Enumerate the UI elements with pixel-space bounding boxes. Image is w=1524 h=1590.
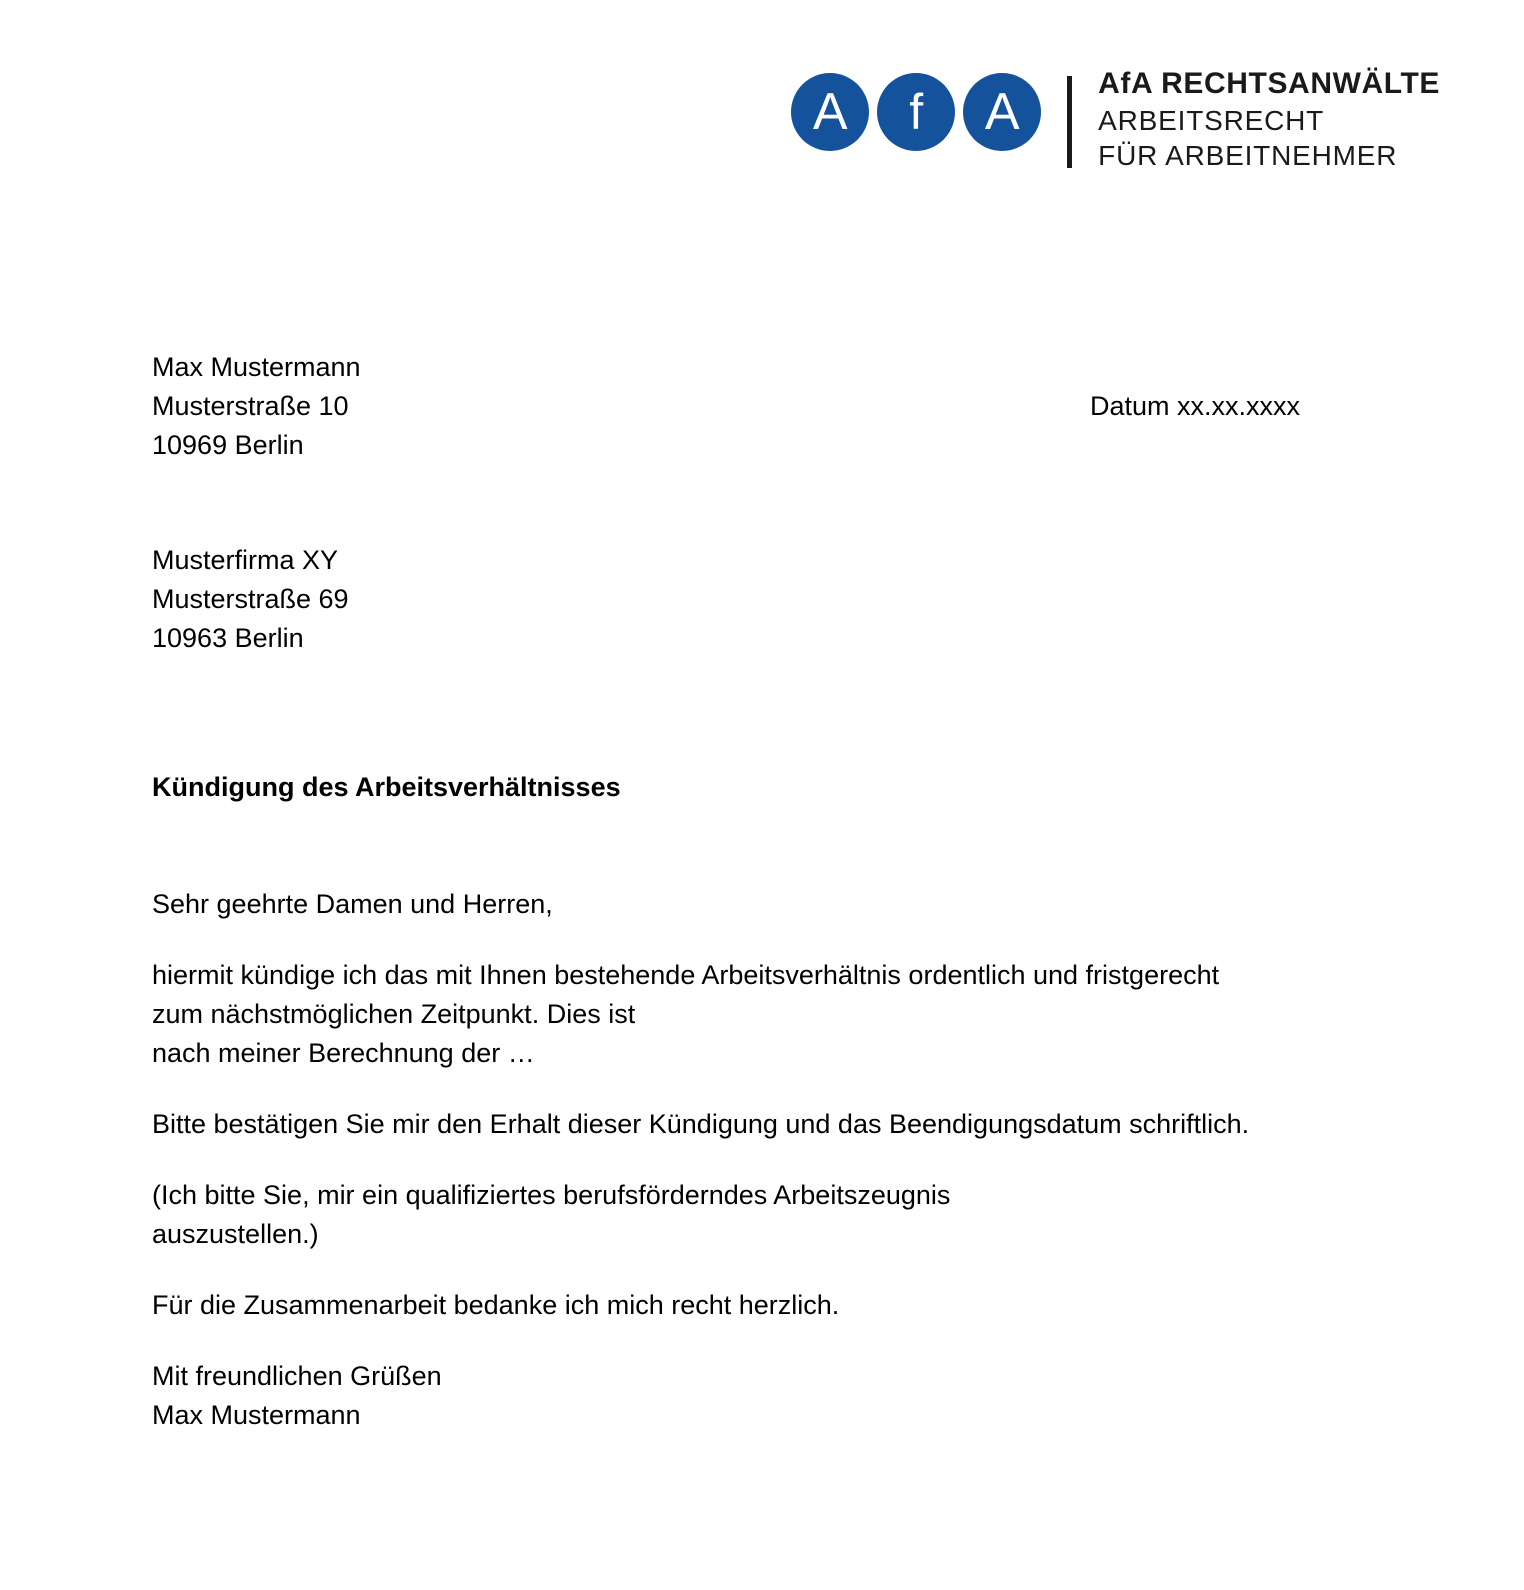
sender-and-date-row — [152, 348, 1352, 465]
sender-street: Musterstraße 10 — [152, 391, 349, 421]
paragraph-1-line-1: hiermit kündige ich das mit Ihnen bestehende Arbeitsverhältnis ordentlich und fristgerecht — [152, 960, 1220, 990]
recipient-address-block — [152, 541, 1352, 658]
recipient-city: 10963 Berlin — [152, 623, 304, 653]
wordmark-subtitle-2: FÜR ARBEITNEHMER — [1098, 139, 1398, 171]
letter-content — [152, 348, 1352, 1435]
sender-city: 10969 Berlin — [152, 430, 304, 460]
letter-salutation: Sehr geehrte Damen und Herren, — [152, 889, 553, 919]
wordmark-title: AfA RECHTSANWÄLTE — [1098, 67, 1440, 100]
letter-paragraph-4 — [152, 1286, 1352, 1325]
sender-name: Max Mustermann — [152, 352, 361, 382]
paragraph-3-line-1: (Ich bitte Sie, mir ein qualifiziertes berufsförderndes Arbeitszeugnis — [152, 1180, 951, 1210]
recipient-company: Musterfirma XY — [152, 545, 339, 575]
closing-signature: Max Mustermann — [152, 1400, 361, 1430]
wordmark-subtitle-1: ARBEITSRECHT — [1098, 104, 1325, 136]
letterhead-logo — [791, 60, 1440, 173]
paragraph-2-line-1: Bitte bestätigen Sie mir den Erhalt dieser Kündigung und das Beendigungsdatum schriftlich. — [152, 1109, 1250, 1139]
paragraph-1-line-2: zum nächstmöglichen Zeitpunkt. Dies ist — [152, 999, 636, 1029]
brand-wordmark — [1098, 66, 1440, 173]
logo-circle-f: f — [877, 73, 955, 151]
letter-paragraph-1 — [152, 956, 1352, 1073]
logo-circle-a1: A — [791, 73, 869, 151]
paragraph-3-line-2: auszustellen.) — [152, 1219, 319, 1249]
closing-greeting: Mit freundlichen Grüßen — [152, 1361, 442, 1391]
letter-paragraph-2 — [152, 1105, 1352, 1144]
logo-divider-bar — [1067, 76, 1072, 168]
letter-subject: Kündigung des Arbeitsverhältnisses — [152, 772, 621, 802]
logo-circles-group — [791, 73, 1041, 151]
letter-closing — [152, 1357, 1352, 1435]
paragraph-4-line-1: Für die Zusammenarbeit bedanke ich mich recht herzlich. — [152, 1290, 840, 1320]
paragraph-1-line-3: nach meiner Berechnung der … — [152, 1038, 535, 1068]
logo-circle-a2: A — [963, 73, 1041, 151]
letter-paragraph-3 — [152, 1176, 1352, 1254]
letter-date: Datum xx.xx.xxxx — [1090, 391, 1301, 421]
recipient-street: Musterstraße 69 — [152, 584, 349, 614]
